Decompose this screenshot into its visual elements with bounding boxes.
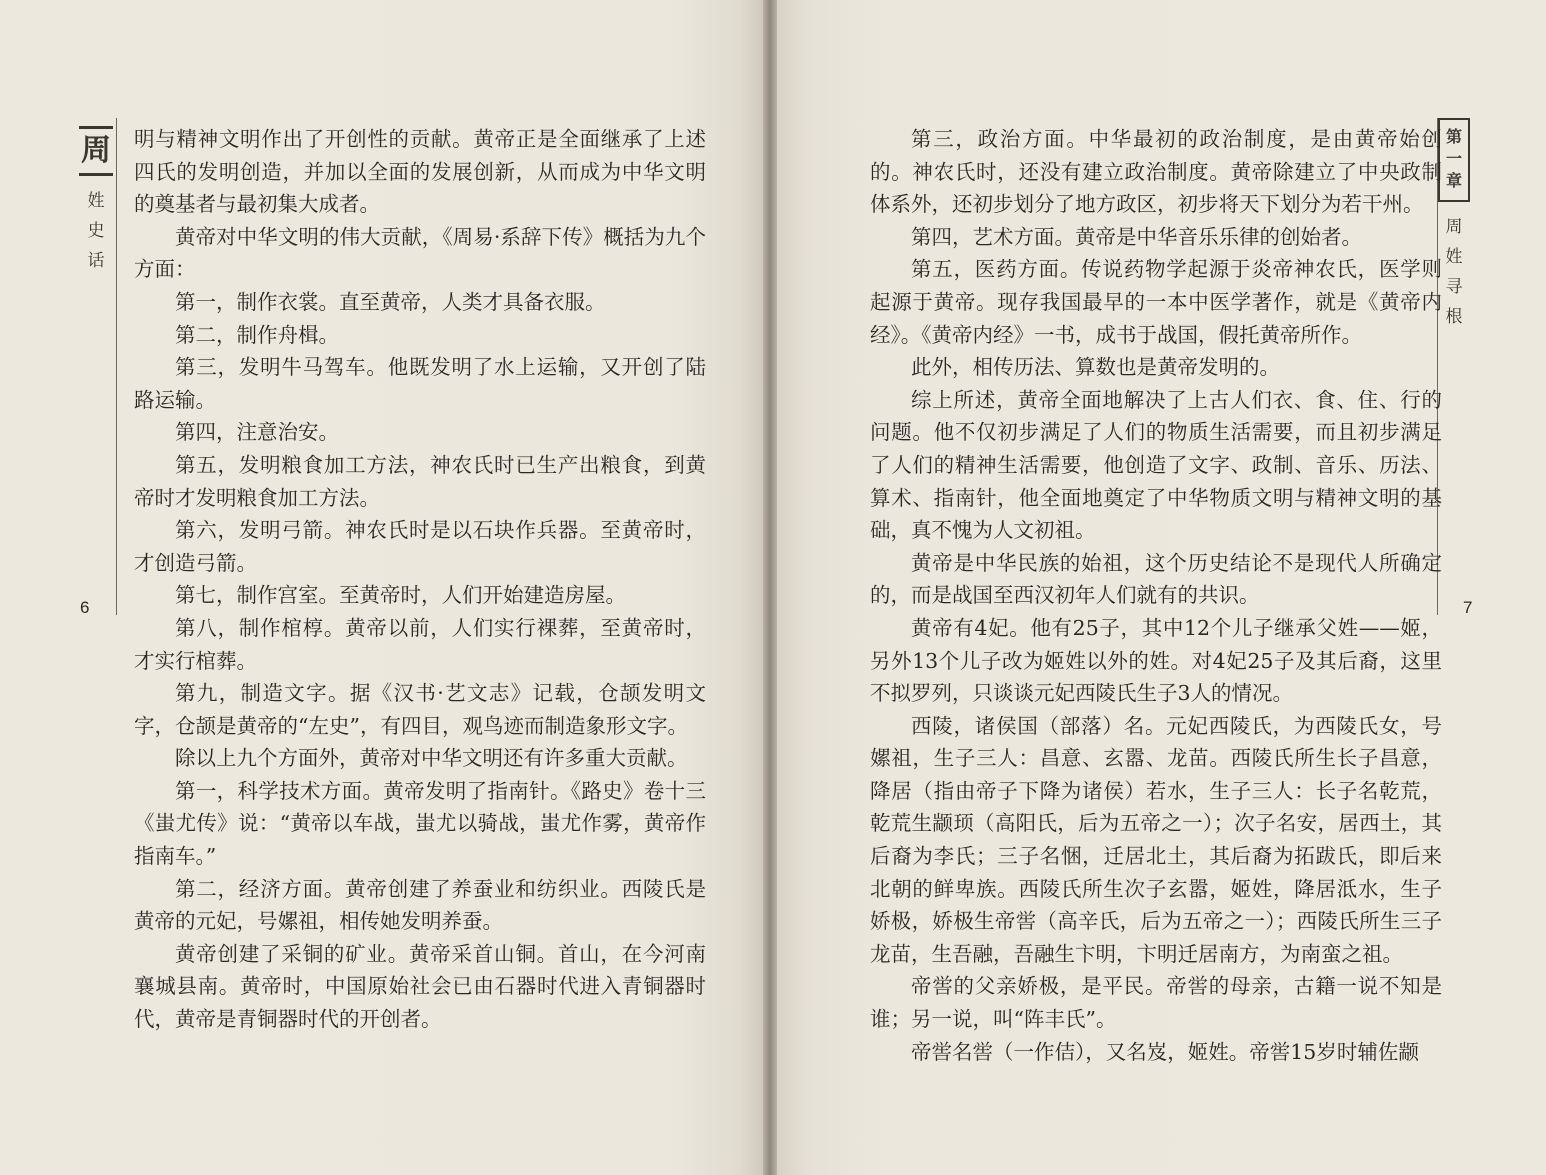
right-page: [777, 0, 1546, 1175]
right-body-text: [870, 123, 1442, 1068]
paragraph: 除以上九个方面外，黄帝对中华文明还有许多重大贡献。: [175, 746, 688, 771]
paragraph: 西陵，诸侯国（部落）名。元妃西陵氏，为西陵氏女，号嫘祖，生子三人：昌意、玄嚣、龙苗。西陵氏所生长子昌意，降居（指由帝子下降为诸侯）若水，生子三人：长子名乾荒，乾荒生颛顼（高阳氏，后为五帝之一）；次子名安，居西土，其后裔为李氏；三子名悃，迁居北土，其后裔为拓跋氏，即后来北朝的鲜卑族。西陵氏所生次子玄嚣，姬姓，降居泜水，生子娇极，娇极生帝喾（高辛氏，后为五帝之一）；西陵氏所生三子龙苗，生吾融，吾融生卞明，卞明迁居南方，为南蛮之祖。: [870, 713, 1442, 966]
book-gutter: [763, 0, 777, 1175]
surname-mark: 周: [79, 126, 113, 176]
paragraph: 第五，发明粮食加工方法，神农氏时已生产出粮食，到黄帝时才发明粮食加工方法。: [134, 452, 706, 510]
paragraph: 第七，制作宫室。至黄帝时，人们开始建造房屋。: [175, 583, 626, 608]
paragraph: 第一，科学技术方面。黄帝发明了指南针。《路史》卷十三《蚩尤传》说：“黄帝以车战，蚩尤以骑战，蚩尤作雾，黄帝作指南车。”: [134, 778, 706, 869]
paragraph: 第五，医药方面。传说药物学起源于炎帝神农氏，医学则起源于黄帝。现存我国最早的一本中医学著作，就是《黄帝内经》。《黄帝内经》一书，成书于战国，假托黄帝所作。: [870, 257, 1442, 347]
paragraph: 第四，艺术方面。黄帝是中华音乐乐律的创始者。: [911, 224, 1362, 249]
paragraph: 第一，制作衣裳。直至黄帝，人类才具备衣服。: [175, 289, 606, 314]
left-page: [0, 0, 763, 1175]
left-rail-divider: [116, 118, 117, 615]
paragraph: 黄帝对中华文明的伟大贡献，《周易·系辞下传》概括为九个方面：: [134, 224, 706, 282]
paragraph: 第二，制作舟楫。: [175, 322, 339, 347]
paragraph: 此外，相传历法、算数也是黄帝发明的。: [911, 355, 1280, 380]
paragraph: 第三，发明牛马驾车。他既发明了水上运输，又开创了陆路运输。: [134, 355, 706, 412]
left-side-rail: [76, 118, 116, 276]
left-rail-subtitle: 姓 史 话: [87, 191, 105, 271]
paragraph: 黄帝有4妃。他有25子，其中12个儿子继承父姓——姬，另外13个儿子改为姬姓以外的姓。对4妃25子及其后裔，这里不拟罗列，只谈谈元妃西陵氏生子3人的情况。: [870, 615, 1442, 706]
paragraph: 综上所述，黄帝全面地解决了上古人们衣、食、住、行的问题。他不仅初步满足了人们的物质生活需要，而且初步满足了人们的精神生活需要，他创造了文字、政制、音乐、历法、算术、指南针，他全面地奠定了中华物质文明与精神文明的基础，真不愧为人文初祖。: [870, 387, 1442, 543]
left-body-text: [134, 123, 706, 1036]
paragraph: 明与精神文明作出了开创性的贡献。黄帝正是全面继承了上述四氏的发明创造，并加以全面的发展创新，从而成为中华文明的奠基者与最初集大成者。: [134, 127, 706, 217]
paragraph: 黄帝是中华民族的始祖，这个历史结论不是现代人所确定的，而是战国至西汉初年人们就有的共识。: [870, 550, 1442, 608]
paragraph: 第九，制造文字。据《汉书·艺文志》记载，仓颉发明文字，仓颉是黄帝的“左史”，有四目，观鸟迹而制造象形文字。: [134, 681, 706, 738]
paragraph: 第三，政治方面。中华最初的政治制度，是由黄帝始创的。神农氏时，还没有建立政治制度。黄帝除建立了中央政制体系外，还初步划分了地方政区，初步将天下划分为若干州。: [870, 127, 1442, 217]
right-rail-subtitle: 周 姓 寻 根: [1445, 217, 1463, 327]
paragraph: 帝喾名喾（一作佶），又名岌，姬姓。帝喾15岁时辅佐颛: [911, 1039, 1419, 1064]
paragraph: 第四，注意治安。: [175, 420, 339, 445]
paragraph: 第二，经济方面。黄帝创建了养蚕业和纺织业。西陵氏是黄帝的元妃，号嫘祖，相传她发明养蚕。: [134, 876, 706, 934]
paragraph: 第八，制作棺椁。黄帝以前，人们实行裸葬，至黄帝时，才实行棺葬。: [134, 615, 706, 673]
paragraph: 黄帝创建了采铜的矿业。黄帝采首山铜。首山，在今河南襄城县南。黄帝时，中国原始社会已由石器时代进入青铜器时代，黄帝是青铜器时代的开创者。: [134, 941, 706, 1032]
right-page-number: 7: [1463, 598, 1473, 617]
left-page-number: 6: [80, 598, 90, 617]
chapter-label: 第 一 章: [1438, 118, 1470, 202]
paragraph: 第六，发明弓箭。神农氏时是以石块作兵器。至黄帝时，才创造弓箭。: [134, 518, 706, 575]
paragraph: 帝喾的父亲娇极，是平民。帝喾的母亲，古籍一说不知是谁；另一说，叫“阵丰氏”。: [870, 974, 1442, 1032]
